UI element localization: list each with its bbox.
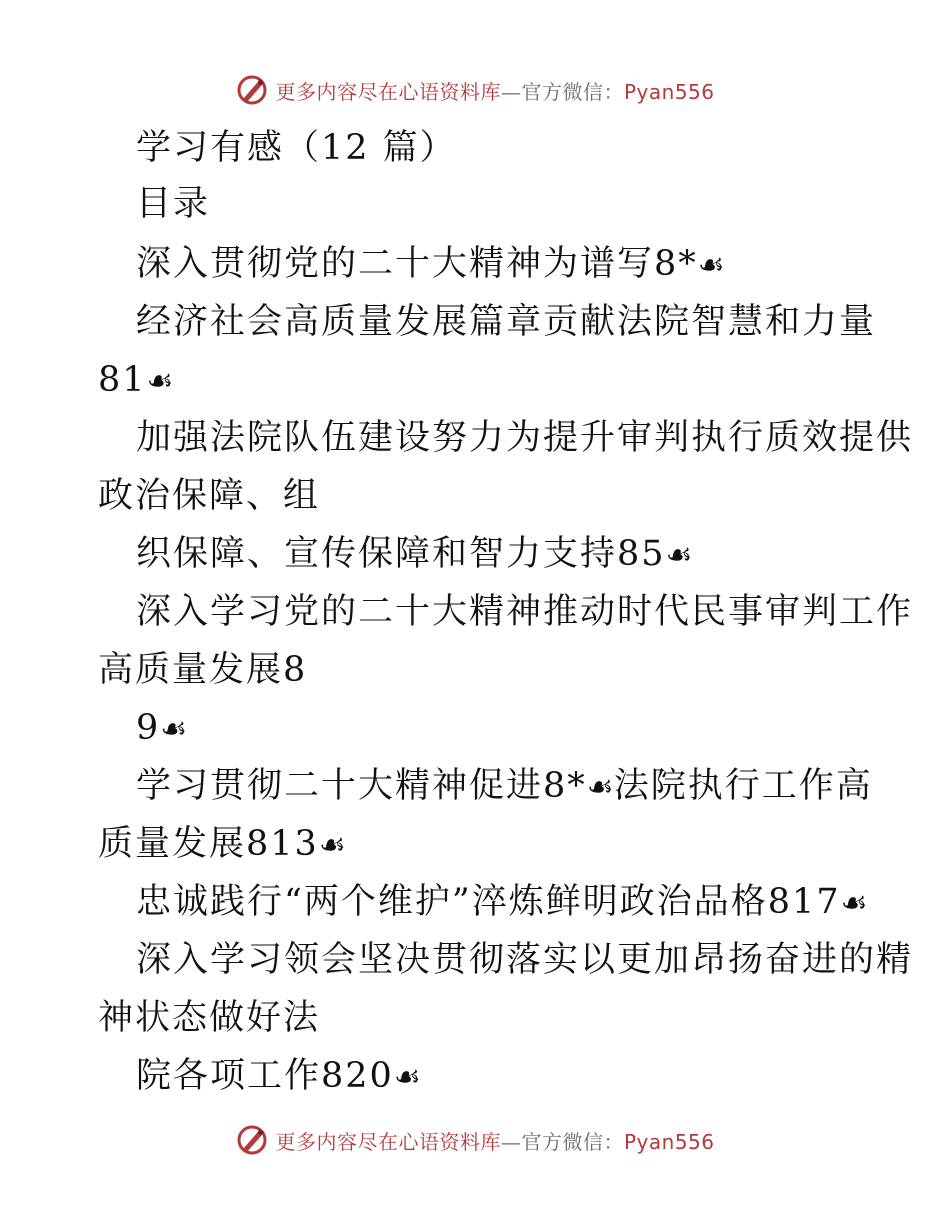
toc-line <box>136 1056 421 1098</box>
toc-line-text: 院各项工作820 <box>136 1056 394 1096</box>
watermark-handle: Pyan556 <box>623 1129 715 1154</box>
fleuron-icon: ☙ <box>586 770 614 805</box>
footer-watermark <box>0 1120 950 1160</box>
watermark-text <box>275 1126 714 1155</box>
toc-line-tail: 法院执行工作高 <box>613 766 873 806</box>
watermark-official: 官方微信： <box>521 79 624 104</box>
header-watermark <box>0 70 950 110</box>
toc-line <box>98 824 346 866</box>
toc-line-text: 经济社会高质量发展篇章贡献法院智慧和力量 <box>136 302 877 342</box>
fleuron-icon: ☙ <box>318 828 346 863</box>
toc-line-text: 质量发展813 <box>98 824 319 864</box>
toc-line <box>136 592 913 632</box>
toc-line-text: 81 <box>98 360 147 400</box>
toc-line <box>98 998 320 1038</box>
watermark-separator: — <box>500 1129 522 1154</box>
watermark-handle: Pyan556 <box>623 79 715 104</box>
toc-line <box>136 766 873 808</box>
toc-line <box>98 360 173 402</box>
fleuron-icon: ☙ <box>393 1060 421 1095</box>
watermark-brand: 更多内容尽在心语资料库 <box>275 79 501 104</box>
toc-line-text: 神状态做好法 <box>98 998 321 1038</box>
toc-line-text: 加强法院队伍建设努力为提升审判执行质效提供 <box>136 418 914 458</box>
watermark-brand: 更多内容尽在心语资料库 <box>275 1129 501 1154</box>
watermark-separator: — <box>500 79 522 104</box>
toc-line-text: 织保障、宣传保障和智力支持85 <box>136 534 666 574</box>
toc-line <box>136 708 187 750</box>
toc-line <box>98 650 307 690</box>
fleuron-icon: ☙ <box>840 886 868 921</box>
toc-line-text: 学习贯彻二十大精神促进8* <box>136 766 587 806</box>
toc-line <box>98 476 320 516</box>
toc-line <box>136 534 692 576</box>
fleuron-icon: ☙ <box>160 712 188 747</box>
document-title: 学习有感（12 篇） <box>136 128 457 168</box>
toc-line-text: 深入贯彻党的二十大精神为谱写8* <box>136 244 698 284</box>
watermark-text <box>275 76 714 105</box>
pen-icon <box>235 1123 269 1157</box>
toc-line <box>136 244 725 286</box>
toc-line <box>136 940 913 980</box>
toc-line <box>136 418 913 458</box>
watermark-official: 官方微信： <box>521 1129 624 1154</box>
fleuron-icon: ☙ <box>665 538 693 573</box>
toc-line-text: 深入学习党的二十大精神推动时代民事审判工作 <box>136 592 914 632</box>
toc-line-text: 政治保障、组 <box>98 476 321 516</box>
fleuron-icon: ☙ <box>697 248 725 283</box>
toc-line <box>136 882 868 924</box>
pen-icon <box>235 73 269 107</box>
fleuron-icon: ☙ <box>146 364 174 399</box>
toc-line-text: 深入学习领会坚决贯彻落实以更加昂扬奋进的精 <box>136 940 914 980</box>
toc-heading: 目录 <box>136 184 211 224</box>
toc-line <box>136 302 876 342</box>
toc-line-text: 高质量发展8 <box>98 650 308 690</box>
toc-line-text: 9 <box>136 708 161 748</box>
toc-line-text: 忠诚践行“两个维护”淬炼鲜明政治品格817 <box>136 882 841 922</box>
